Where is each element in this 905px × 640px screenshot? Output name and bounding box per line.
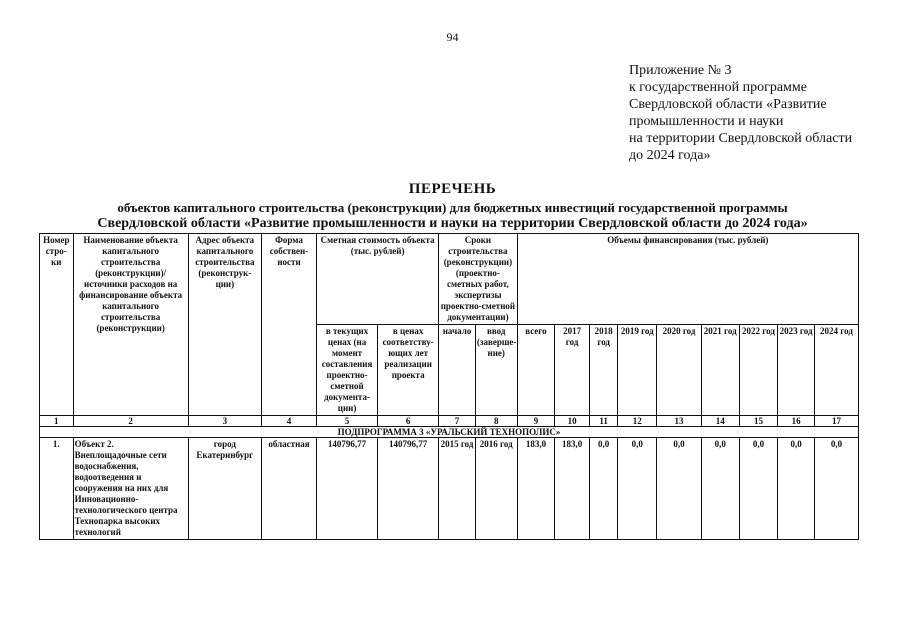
financing-year: 0,0 xyxy=(657,438,702,540)
column-number: 16 xyxy=(778,416,815,427)
header-cost: Сметная стоимость объекта (тыс. рублей) xyxy=(317,234,439,325)
document-title-line-2: Свердловской области «Развитие промышленности и науки на территории Свердловской области до 2024 года» xyxy=(97,216,808,231)
column-number: 17 xyxy=(814,416,858,427)
object-name: Объект 2. Внеплощадочные сети водоснабжения, водоотведения и сооружения на них для Инновационно-технологического центра Технопарка высоких технологий xyxy=(73,438,188,540)
header-year: 2023 год xyxy=(778,325,815,416)
column-number: 9 xyxy=(517,416,555,427)
end-year: 2016 год xyxy=(475,438,517,540)
header-end: ввод (заверше-ние) xyxy=(475,325,517,416)
header-start: начало xyxy=(439,325,476,416)
header-year: 2024 год xyxy=(814,325,858,416)
appendix-line: Приложение № 3 xyxy=(629,63,732,78)
column-number: 1 xyxy=(40,416,74,427)
header-address: Адрес объекта капитального строительства (реконструк-ции) xyxy=(188,234,261,416)
financing-year: 183,0 xyxy=(555,438,590,540)
appendix-line: Свердловской области «Развитие xyxy=(629,97,827,112)
header-year: 2022 год xyxy=(739,325,778,416)
row-number: 1. xyxy=(40,438,74,540)
header-cost-current: в текущих ценах (на момент составления проектно-сметной документа-ции) xyxy=(317,325,378,416)
header-ownership: Форма собствен-ности xyxy=(262,234,317,416)
document-heading: ПЕРЕЧЕНЬ xyxy=(408,181,497,197)
column-number: 3 xyxy=(188,416,261,427)
appendix-line: на территории Свердловской области xyxy=(629,131,853,146)
column-number: 6 xyxy=(378,416,439,427)
cost-current: 140796,77 xyxy=(317,438,378,540)
subprogram-title: ПОДПРОГРАММА 3 «УРАЛЬСКИЙ ТЕХНОПОЛИС» xyxy=(40,427,859,438)
object-ownership: областная xyxy=(262,438,317,540)
objects-table xyxy=(39,233,859,540)
column-number: 13 xyxy=(657,416,702,427)
financing-year: 0,0 xyxy=(701,438,739,540)
table-row xyxy=(40,438,859,540)
financing-year: 0,0 xyxy=(778,438,815,540)
column-number: 4 xyxy=(262,416,317,427)
column-number: 2 xyxy=(73,416,188,427)
object-address: город Екатеринбург xyxy=(188,438,261,540)
financing-year: 0,0 xyxy=(589,438,618,540)
financing-year: 0,0 xyxy=(739,438,778,540)
column-number: 10 xyxy=(555,416,590,427)
column-number: 14 xyxy=(701,416,739,427)
header-year: 2021 год xyxy=(701,325,739,416)
appendix-line: промышленности и науки xyxy=(629,114,784,129)
appendix-line: до 2024 года» xyxy=(629,148,711,163)
document-title-line-1: объектов капитального строительства (реконструкции) для бюджетных инвестиций государственной программы xyxy=(117,200,788,215)
header-cost-forecast: в ценах соответству-ющих лет реализации проекта xyxy=(378,325,439,416)
appendix-note xyxy=(629,62,852,164)
header-year: 2017 год xyxy=(555,325,590,416)
column-number: 5 xyxy=(317,416,378,427)
cost-forecast: 140796,77 xyxy=(378,438,439,540)
header-row-no: Номер стро-ки xyxy=(40,234,74,416)
appendix-line: к государственной программе xyxy=(629,80,807,95)
header-year: 2020 год xyxy=(657,325,702,416)
start-year: 2015 год xyxy=(439,438,476,540)
column-number: 8 xyxy=(475,416,517,427)
column-number: 7 xyxy=(439,416,476,427)
financing-year: 0,0 xyxy=(814,438,858,540)
header-object-name: Наименование объекта капитального строительства (реконструкции)/ источники расходов на финансирование объекта капитального строительства (реконструкции) xyxy=(73,234,188,416)
header-year: 2018 год xyxy=(589,325,618,416)
financing-year: 0,0 xyxy=(618,438,657,540)
column-number: 15 xyxy=(739,416,778,427)
header-year: 2019 год xyxy=(618,325,657,416)
header-financing: Объемы финансирования (тыс. рублей) xyxy=(517,234,858,325)
column-number: 12 xyxy=(618,416,657,427)
column-number: 11 xyxy=(589,416,618,427)
header-total: всего xyxy=(517,325,555,416)
financing-total: 183,0 xyxy=(517,438,555,540)
header-terms: Сроки строительства (реконструкции) (проектно-сметных работ, экспертизы проектно-сметной документации) xyxy=(439,234,517,325)
page-number: 94 xyxy=(446,30,459,44)
